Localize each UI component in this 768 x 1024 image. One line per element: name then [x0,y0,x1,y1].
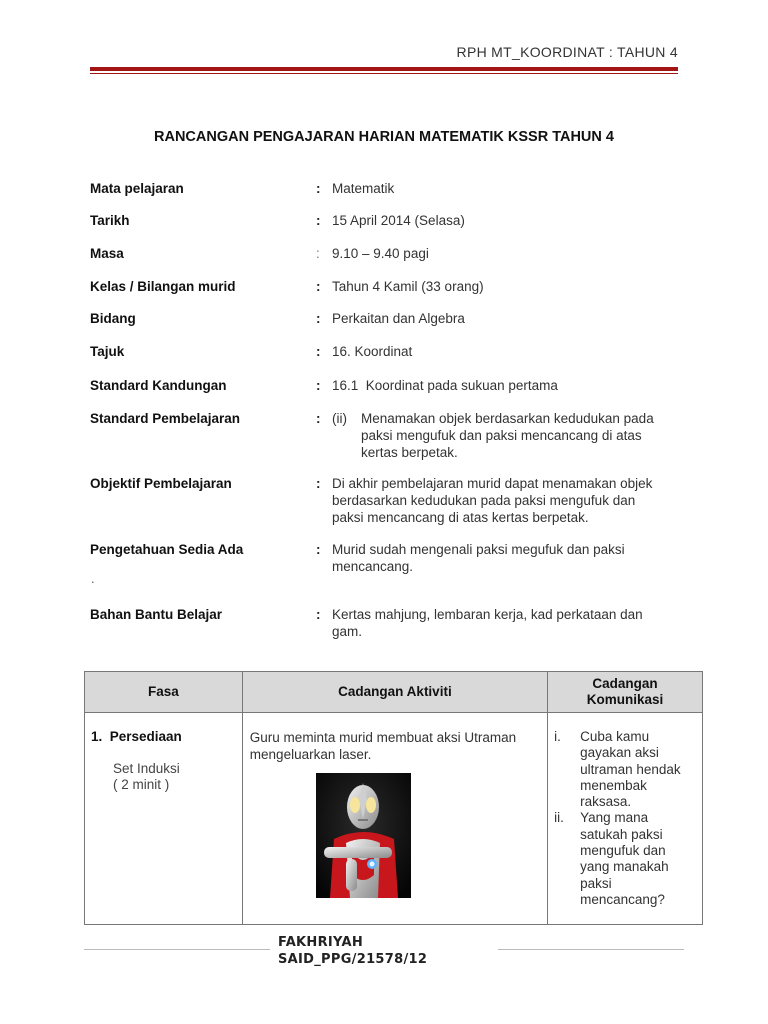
footer-author [278,934,427,968]
header-text: RPH MT_KOORDINAT : TAHUN 4 [456,44,678,60]
aktiviti-cell [242,713,547,925]
field-label: Standard Kandungan [90,378,227,393]
field-label: Kelas / Bilangan murid [90,279,236,294]
komunikasi-item [554,810,696,908]
header-rule-thin [90,73,678,74]
field-label: Standard Pembelajaran [90,411,241,426]
field-colon: : [316,411,321,426]
komunikasi-item [554,729,696,810]
fasa-subtitle: Set Induksi [113,761,180,776]
field-label: Tajuk [90,344,125,359]
field-value-group [332,410,672,460]
field-colon: : [316,378,321,393]
field-value: 15 April 2014 (Selasa) [332,213,465,228]
field-value: 16.1 Koordinat pada sukuan pertama [332,378,558,393]
footer-line: FAKHRIYAH [278,935,364,950]
field-colon: : [316,476,321,491]
header-fasa: Fasa [85,672,243,713]
roman-numeral: i. [554,729,561,744]
document-title: RANCANGAN PENGAJARAN HARIAN MATEMATIK KSSR TAHUN 4 [154,129,614,145]
field-colon: : [316,607,321,622]
komunikasi-text: Cuba kamu gayakan aksi ultraman hendak menembak raksasa. [580,729,681,810]
activity-table [84,671,703,925]
field-label: Mata pelajaran [90,181,184,196]
stray-dot: . [91,571,95,586]
field-value: 16. Koordinat [332,344,413,359]
field-colon: : [316,542,321,557]
field-label: Bidang [90,311,136,326]
footer-line: SAID_PPG/21578/12 [278,952,428,967]
field-value: Tahun 4 Kamil (33 orang) [332,279,484,294]
header-komunikasi: Cadangan Komunikasi [548,672,703,713]
field-value: Di akhir pembelajaran murid dapat menamakan objek berdasarkan kedudukan pada paksi mengufuk dan paksi mencancang di atas kertas berpetak. [332,476,653,525]
header-aktiviti: Cadangan Aktiviti [242,672,547,713]
footer-rule-left [84,949,270,950]
field-colon: : [316,246,320,261]
field-value: Perkaitan dan Algebra [332,311,465,326]
footer-rule-right [498,949,684,950]
table-row [85,713,703,925]
field-label: Objektif Pembelajaran [90,476,232,491]
field-value: Menamakan objek berdasarkan kedudukan pada paksi mengufuk dan paksi mencancang di atas kertas berpetak. [361,411,654,460]
fasa-title: 1. Persediaan [91,729,182,744]
field-label: Masa [90,246,124,261]
header-rule [90,67,678,71]
field-value: Murid sudah mengenali paksi megufuk dan paksi mencancang. [332,542,625,574]
field-colon: : [316,279,321,294]
aktiviti-text: Guru meminta murid membuat aksi Utraman mengeluarkan laser. [249,730,517,762]
field-label: Pengetahuan Sedia Ada [90,542,244,557]
fasa-cell [85,713,243,925]
field-colon: : [316,213,321,228]
field-value: Matematik [332,181,395,196]
field-colon: : [316,344,321,359]
table-header-row [85,672,703,713]
ultraman-illustration [316,773,411,898]
roman-numeral: ii. [554,810,564,826]
komunikasi-cell [548,713,703,925]
field-value: Kertas mahjung, lembaran kerja, kad perkataan dan gam. [332,607,643,639]
field-colon: : [316,181,321,196]
field-label: Bahan Bantu Belajar [90,607,223,622]
fasa-duration: ( 2 minit ) [113,777,170,792]
field-value: 9.10 – 9.40 pagi [332,246,429,261]
field-colon: : [316,311,321,326]
komunikasi-text: Yang mana satukah paksi mengufuk dan yang manakah paksi mencancang? [580,810,669,907]
item-number: (ii) [332,411,347,426]
field-label: Tarikh [90,213,130,228]
ultraman-image [316,773,411,898]
